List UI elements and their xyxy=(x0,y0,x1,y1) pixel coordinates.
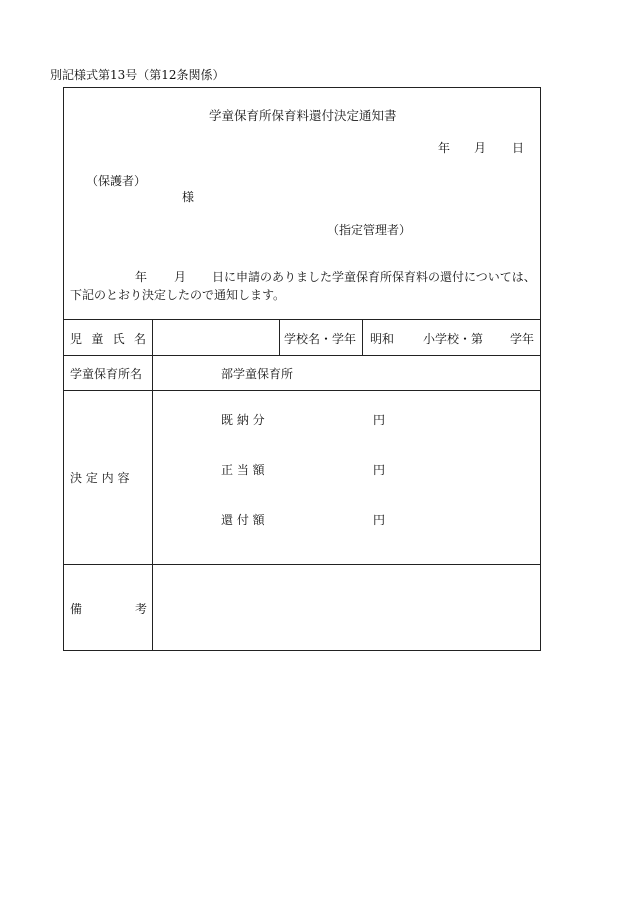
date-day-label: 日 xyxy=(512,141,525,155)
row-divider xyxy=(64,355,540,356)
refund-amount-label: 還 付 額 xyxy=(221,513,265,527)
label-column-divider xyxy=(152,319,153,651)
proper-amount-unit: 円 xyxy=(373,463,386,477)
notice-form xyxy=(63,87,541,651)
date-year-label: 年 xyxy=(438,141,451,155)
name-cell-divider xyxy=(279,319,280,355)
decision-label: 決 定 内 容 xyxy=(70,471,130,485)
already-paid-label: 既 納 分 xyxy=(221,413,265,427)
row-divider xyxy=(64,564,540,565)
center-value: 部学童保育所 xyxy=(221,367,294,381)
notice-year-label: 年 xyxy=(135,270,148,284)
remarks-label-right: 考 xyxy=(135,602,148,616)
table-top-border xyxy=(64,319,540,320)
document-title: 学童保育所保育料還付決定通知書 xyxy=(209,108,397,123)
school-era: 明和 xyxy=(370,332,395,346)
honorific-sama: 様 xyxy=(182,190,195,204)
already-paid-unit: 円 xyxy=(373,413,386,427)
form-number: 別記様式第13号（第12条関係） xyxy=(50,68,225,82)
school-suffix: 小学校・第 xyxy=(423,332,484,346)
guardian-label: （保護者） xyxy=(86,174,147,188)
notice-body: 日に申請のありました学童保育所保育料の還付については、下記のとおり決定したので通知します。 xyxy=(70,270,536,302)
proper-amount-label: 正 当 額 xyxy=(221,463,265,477)
remarks-label-left: 備 xyxy=(70,602,83,616)
notice-month-label: 月 xyxy=(174,270,187,284)
child-name-label: 児 童 氏 名 xyxy=(70,332,146,346)
row-divider xyxy=(64,390,540,391)
grade-suffix: 学年 xyxy=(510,332,535,346)
school-grade-label: 学校名・学年 xyxy=(284,332,357,346)
date-month-label: 月 xyxy=(474,141,487,155)
school-cell-divider xyxy=(362,319,363,355)
center-label: 学童保育所名 xyxy=(70,367,143,381)
refund-amount-unit: 円 xyxy=(373,513,386,527)
manager-label: （指定管理者） xyxy=(327,223,412,237)
